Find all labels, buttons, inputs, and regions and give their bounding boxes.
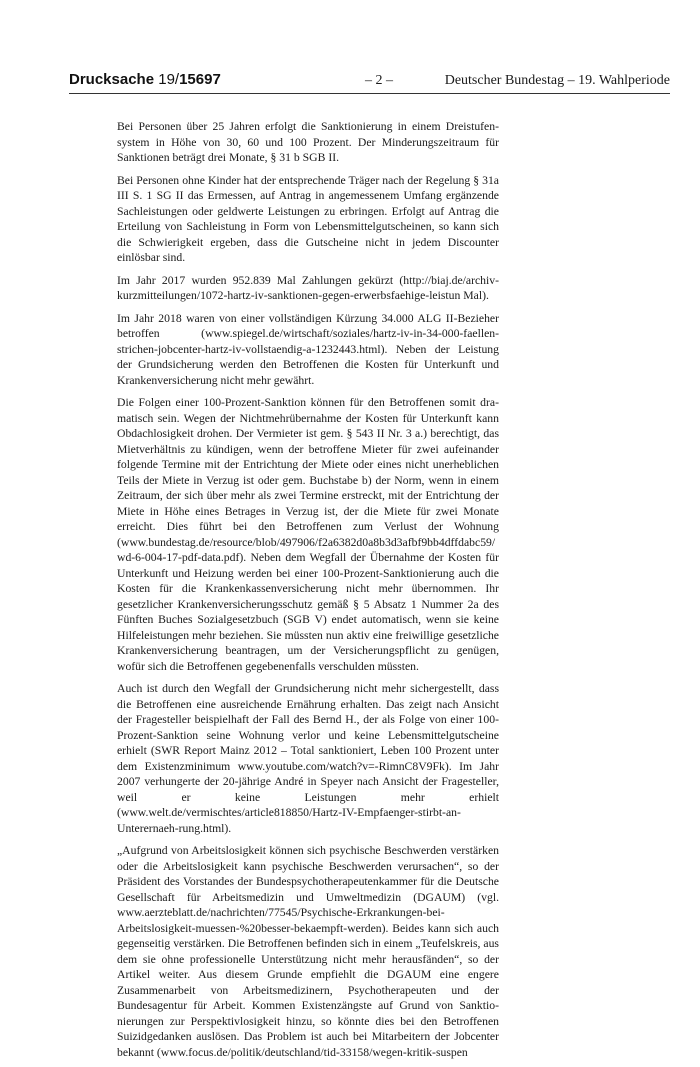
paragraph-nutrition: Auch ist durch den Wegfall der Grundsicherung nicht mehr sichergestellt, dass die Betroffenen eine ausreichende Ernährung erhalten. Das zeigt nach Ansicht der Fragesteller beispielhaft der Fall des Bernd H., der als Folge von einer 100-Prozent-Sanktion seine Wohnung verlor und keine Lebensmittelgutscheine erhielt (SWR Report Mainz 2012 – Total sanktioniert, Leben 100 Prozent unter dem Existenzminimum www.youtube.com/watch?v=-RimnC8V9Fk). Im Jahr 2007 verhungerte der 20-jährige André in Speyer nach Ansicht der Fragesteller, weil er keine Leistungen mehr erhielt (www.welt.de/vermischtes/article818850/Hartz-IV-Empfaenger-stirbt-an-Unterernaeh-rung.html). bbox=[117, 682, 499, 835]
legislature-period: Deutscher Bundestag – 19. Wahlperiode bbox=[444, 73, 670, 88]
paragraph-psychological: „Aufgrund von Arbeitslosigkeit können sich psychische Beschwerden verstärken oder die Arbeitslosigkeit kann psychische Beschwerden verursachen“, so der Präsident des Vorstandes der Bundespsychotherapeutenkammer für die Deutsche Gesellschaft für Arbeitsmedizin und Umweltmedizin (DGAUM) (vgl. www.aerzteblatt.de/nachrichten/77545/Psychische-Erkrankungen-bei-Arbeitslosigkeit-muessen-%20besser-bekaempft-werden). Beides kann sich auch gegenseitig verstärken. Die Betroffenen befinden sich in einem „Teufelskreis, aus dem sie ohne professionelle Unterstützung nicht mehr herausfänden“, so der Artikel weiter. Aus diesem Grunde empfiehlt die DGAUM eine engere Zusammenarbeit von Arbeitsmedizinern, Psychotherapeuten und der Bundesagentur für Arbeit. Kommen Existenzängste auf Grund von Sanktionierungen zur Perspektivlosigkeit hinzu, so könnte dies bei den Betroffenen Suizidgedanken auslösen. Das Problem ist auch bei Mitarbeitern der Jobcenter bekannt (www.focus.de/politik/deutschland/tid-33158/wegen-kritik-suspen bbox=[117, 844, 499, 1059]
document-type: Drucksache bbox=[69, 71, 155, 88]
paragraph-sanction-levels: Bei Personen über 25 Jahren erfolgt die Sanktionierung in einem Dreistufensystem in Höhe von 30, 60 und 100 Prozent. Der Minderungszeitraum für Sanktionen beträgt drei Monate, § 31 b SGB II. bbox=[117, 120, 499, 164]
page-number: – 2 – bbox=[365, 73, 393, 88]
paragraph-2017-cuts: Im Jahr 2017 wurden 952.839 Mal Zahlungen gekürzt (http://biaj.de/archiv-kurzmitteilungen/1072-hartz-iv-sanktionen-gegen-erwerbsfaehige-leistun Mal). bbox=[117, 273, 499, 302]
document-body bbox=[117, 119, 499, 1067]
document-label bbox=[69, 71, 221, 89]
paragraph-consequences: Die Folgen einer 100-Prozent-Sanktion können für den Betroffenen somit dramatisch sein. Wegen der Nichtmehrübernahme der Kosten für Unterkunft kann Obdachlosigkeit drohen. Der Vermieter ist gem. § 543 II Nr. 3 a.) berechtigt, das Mietverhältnis zu kündigen, wenn der betroffene Mieter für zwei aufeinander folgende Termine mit der Entrichtung der Miete oder eines nicht unerheblichen Teils der Miete in Verzug ist oder gem. Buchstabe b) der Norm, wenn in einem Zeitraum, der sich über mehr als zwei Termine erstreckt, mit der Entrichtung der Miete in Höhe eines Betrages in Verzug ist, der die Miete für zwei Monate erreicht. Dies führt bei den Betroffenen zum Verlust der Wohnung (www.bundestag.de/resource/blob/497906/f2a6382d0a8b3d3afbf9bb4dffdabc59/wd-6-004-17-pdf-data.pdf). Neben dem Wegfall der Übernahme der Kosten für Unterkunft und Heizung werden bei einer 100-Prozent-Sanktionierung auch die Kosten für die Krankenkassenversicherung nicht mehr übernommen. Ihr gesetzlicher Krankenversicherungsschutz gemäß § 5 Absatz 1 Nummer 2a des Fünften Buches Sozialgesetzbuch (SGB V) endet automatisch, wenn sie keine Hilfeleistungen mehr beziehen. Sie müssten nun aktiv eine freiwillige gesetzliche Krankenversicherung beantragen, um der Versicherungspflicht zu genügen, wofür sich die Betroffenen gegebenenfalls verschulden müssten. bbox=[117, 396, 499, 673]
document-number bbox=[158, 71, 221, 88]
paragraph-2018-full-cuts: Im Jahr 2018 waren von einer vollständigen Kürzung 34.000 ALG II-Bezieher betroffen (www.spiegel.de/wirtschaft/soziales/hartz-iv-in-34-000-faellen-strichen-jobcenter-hartz-iv-vollstaendig-a-1232443.html). Neben der Leistung der Grundsicherung werden den Betroffenen die Kosten für Unterkunft und Krankenversicherung nicht mehr gewährt. bbox=[117, 311, 499, 387]
document-number-prefix: 19/ bbox=[158, 71, 180, 88]
page-header bbox=[69, 71, 670, 94]
document-number-main: 15697 bbox=[179, 71, 221, 88]
paragraph-in-kind-benefits: Bei Personen ohne Kinder hat der entsprechende Träger nach der Regelung § 31a III S. 1 SG II das Ermessen, auf Antrag in angemessenem Umfang ergänzende Sachleistungen oder geldwerte Leistungen zu erbringen. Erfolgt auf Antrag die Erteilung von Sachleistung in Form von Lebensmittelgutscheinen, so kann sich die Schwierigkeit ergeben, dass die Gutscheine nicht in jedem Discounter einlösbar sind. bbox=[117, 173, 499, 264]
